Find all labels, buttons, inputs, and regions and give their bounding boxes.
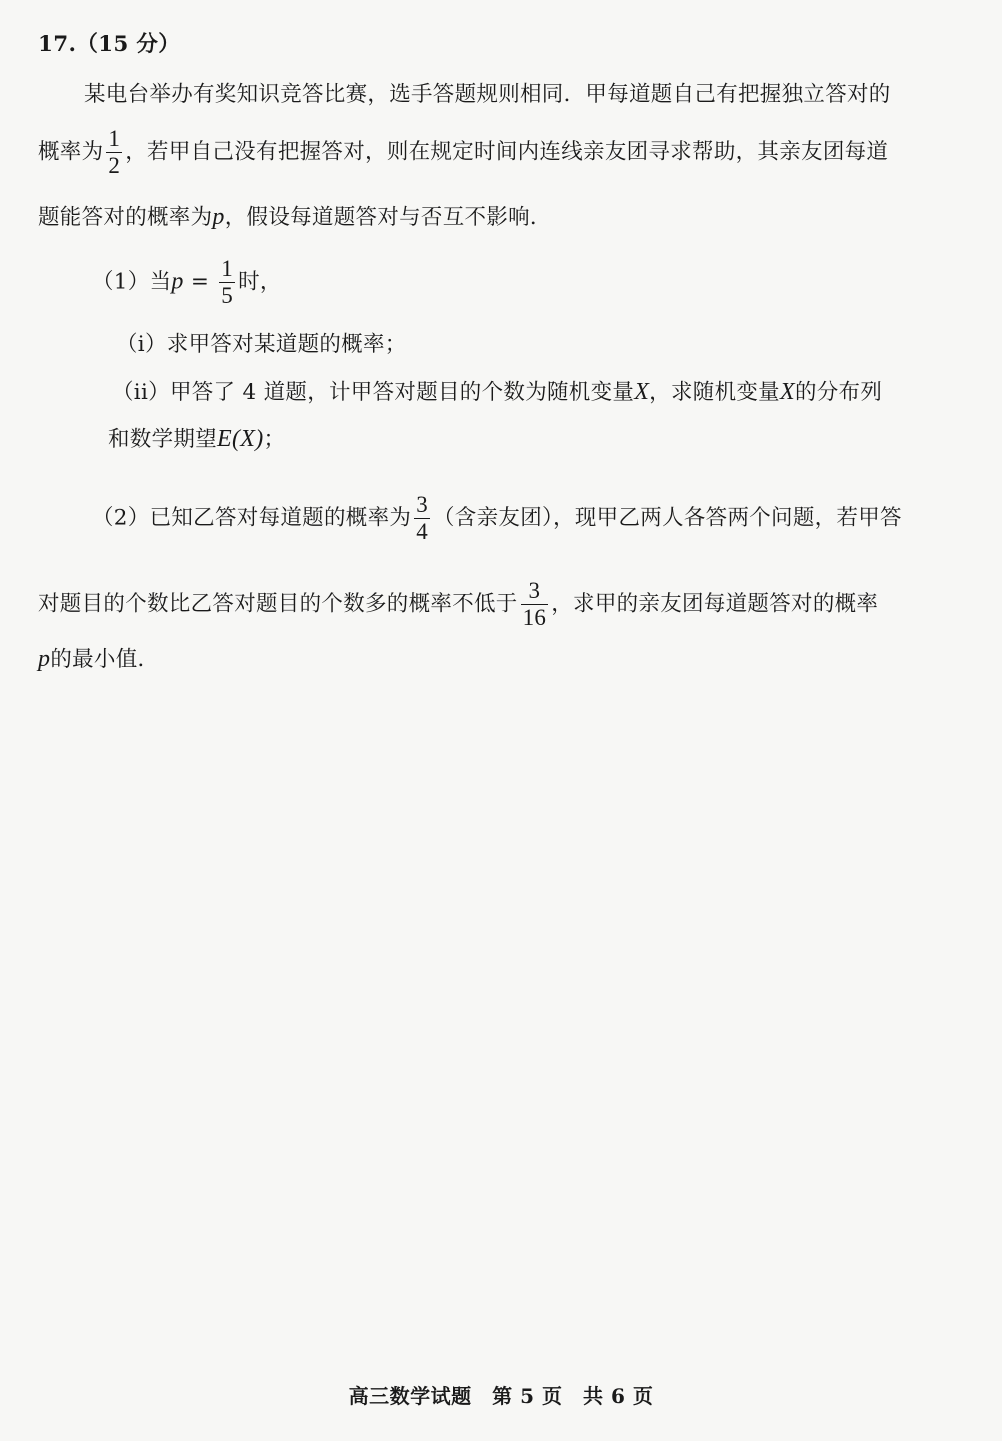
part1-header	[92, 256, 282, 309]
sub-ii-text: （ii）甲答了 4 道题，计甲答对题目的个数为随机变量	[112, 380, 635, 405]
part1-label: （1）当	[92, 269, 172, 295]
fraction-numerator: 3	[521, 578, 549, 605]
sub-ii-text: ；	[263, 427, 286, 452]
part2-text: （含亲友团），现甲乙两人各答两个问题，若甲答	[433, 505, 902, 531]
fraction-denominator: 2	[108, 153, 121, 178]
part2-line-3	[38, 644, 159, 675]
equals-sign: =	[183, 269, 217, 295]
fraction-denominator: 16	[522, 605, 547, 630]
stem-text: ，若甲自己没有把握答对，则在规定时间内连线亲友团寻求帮助，其亲友团每道	[125, 139, 889, 165]
part1-text: 时，	[238, 269, 282, 295]
stem-text: ，假设每道题答对与否互不影响．	[224, 205, 552, 230]
fraction-three-quarters	[414, 492, 430, 545]
part2-text: ，求甲的亲友团每道题答对的概率	[551, 591, 879, 617]
part1-sub-ii-line2	[108, 424, 285, 455]
part2-line-2	[38, 578, 878, 631]
stem-text: 概率为	[38, 139, 104, 165]
part2-text: 的最小值．	[50, 647, 160, 672]
question-points: （15 分）	[76, 32, 181, 57]
page-footer: 高三数学试题 第 5 页 共 6 页	[348, 1384, 654, 1408]
variable-p: p	[171, 268, 184, 295]
fraction-numerator: 3	[416, 492, 428, 517]
sub-ii-text: 和数学期望	[108, 427, 218, 452]
part2-text: （2）已知乙答对每道题的概率为	[92, 505, 412, 531]
question-header	[38, 30, 180, 60]
stem-line-1: 某电台举办有奖知识竞答比赛，选手答题规则相同．甲每道题自己有把握独立答对的	[84, 82, 891, 107]
variable-p: p	[212, 204, 225, 230]
variable-x: X	[779, 379, 795, 405]
part1-sub-i: （i）求甲答对某道题的概率；	[116, 332, 407, 357]
fraction-one-half	[106, 126, 122, 179]
variable-x: X	[634, 379, 650, 405]
part2-line-1	[92, 492, 902, 545]
part2-text: 对题目的个数比乙答对题目的个数多的概率不低于	[38, 591, 518, 617]
fraction-denominator: 4	[416, 519, 428, 544]
part1-sub-ii-line1	[112, 377, 882, 408]
fraction-one-fifth	[219, 256, 235, 309]
expectation-ex: E(X)	[217, 426, 264, 452]
stem-text: 题能答对的概率为	[38, 205, 213, 230]
fraction-denominator: 5	[221, 283, 234, 308]
sub-ii-text: 的分布列	[794, 380, 883, 405]
sub-ii-text: ，求随机变量	[649, 380, 780, 405]
variable-p: p	[38, 646, 51, 672]
stem-line-2	[38, 126, 888, 179]
question-number: 17.	[38, 32, 77, 57]
fraction-three-sixteenths	[521, 578, 549, 631]
stem-line-3	[38, 202, 552, 233]
fraction-numerator: 1	[221, 256, 234, 281]
fraction-numerator: 1	[108, 126, 121, 151]
